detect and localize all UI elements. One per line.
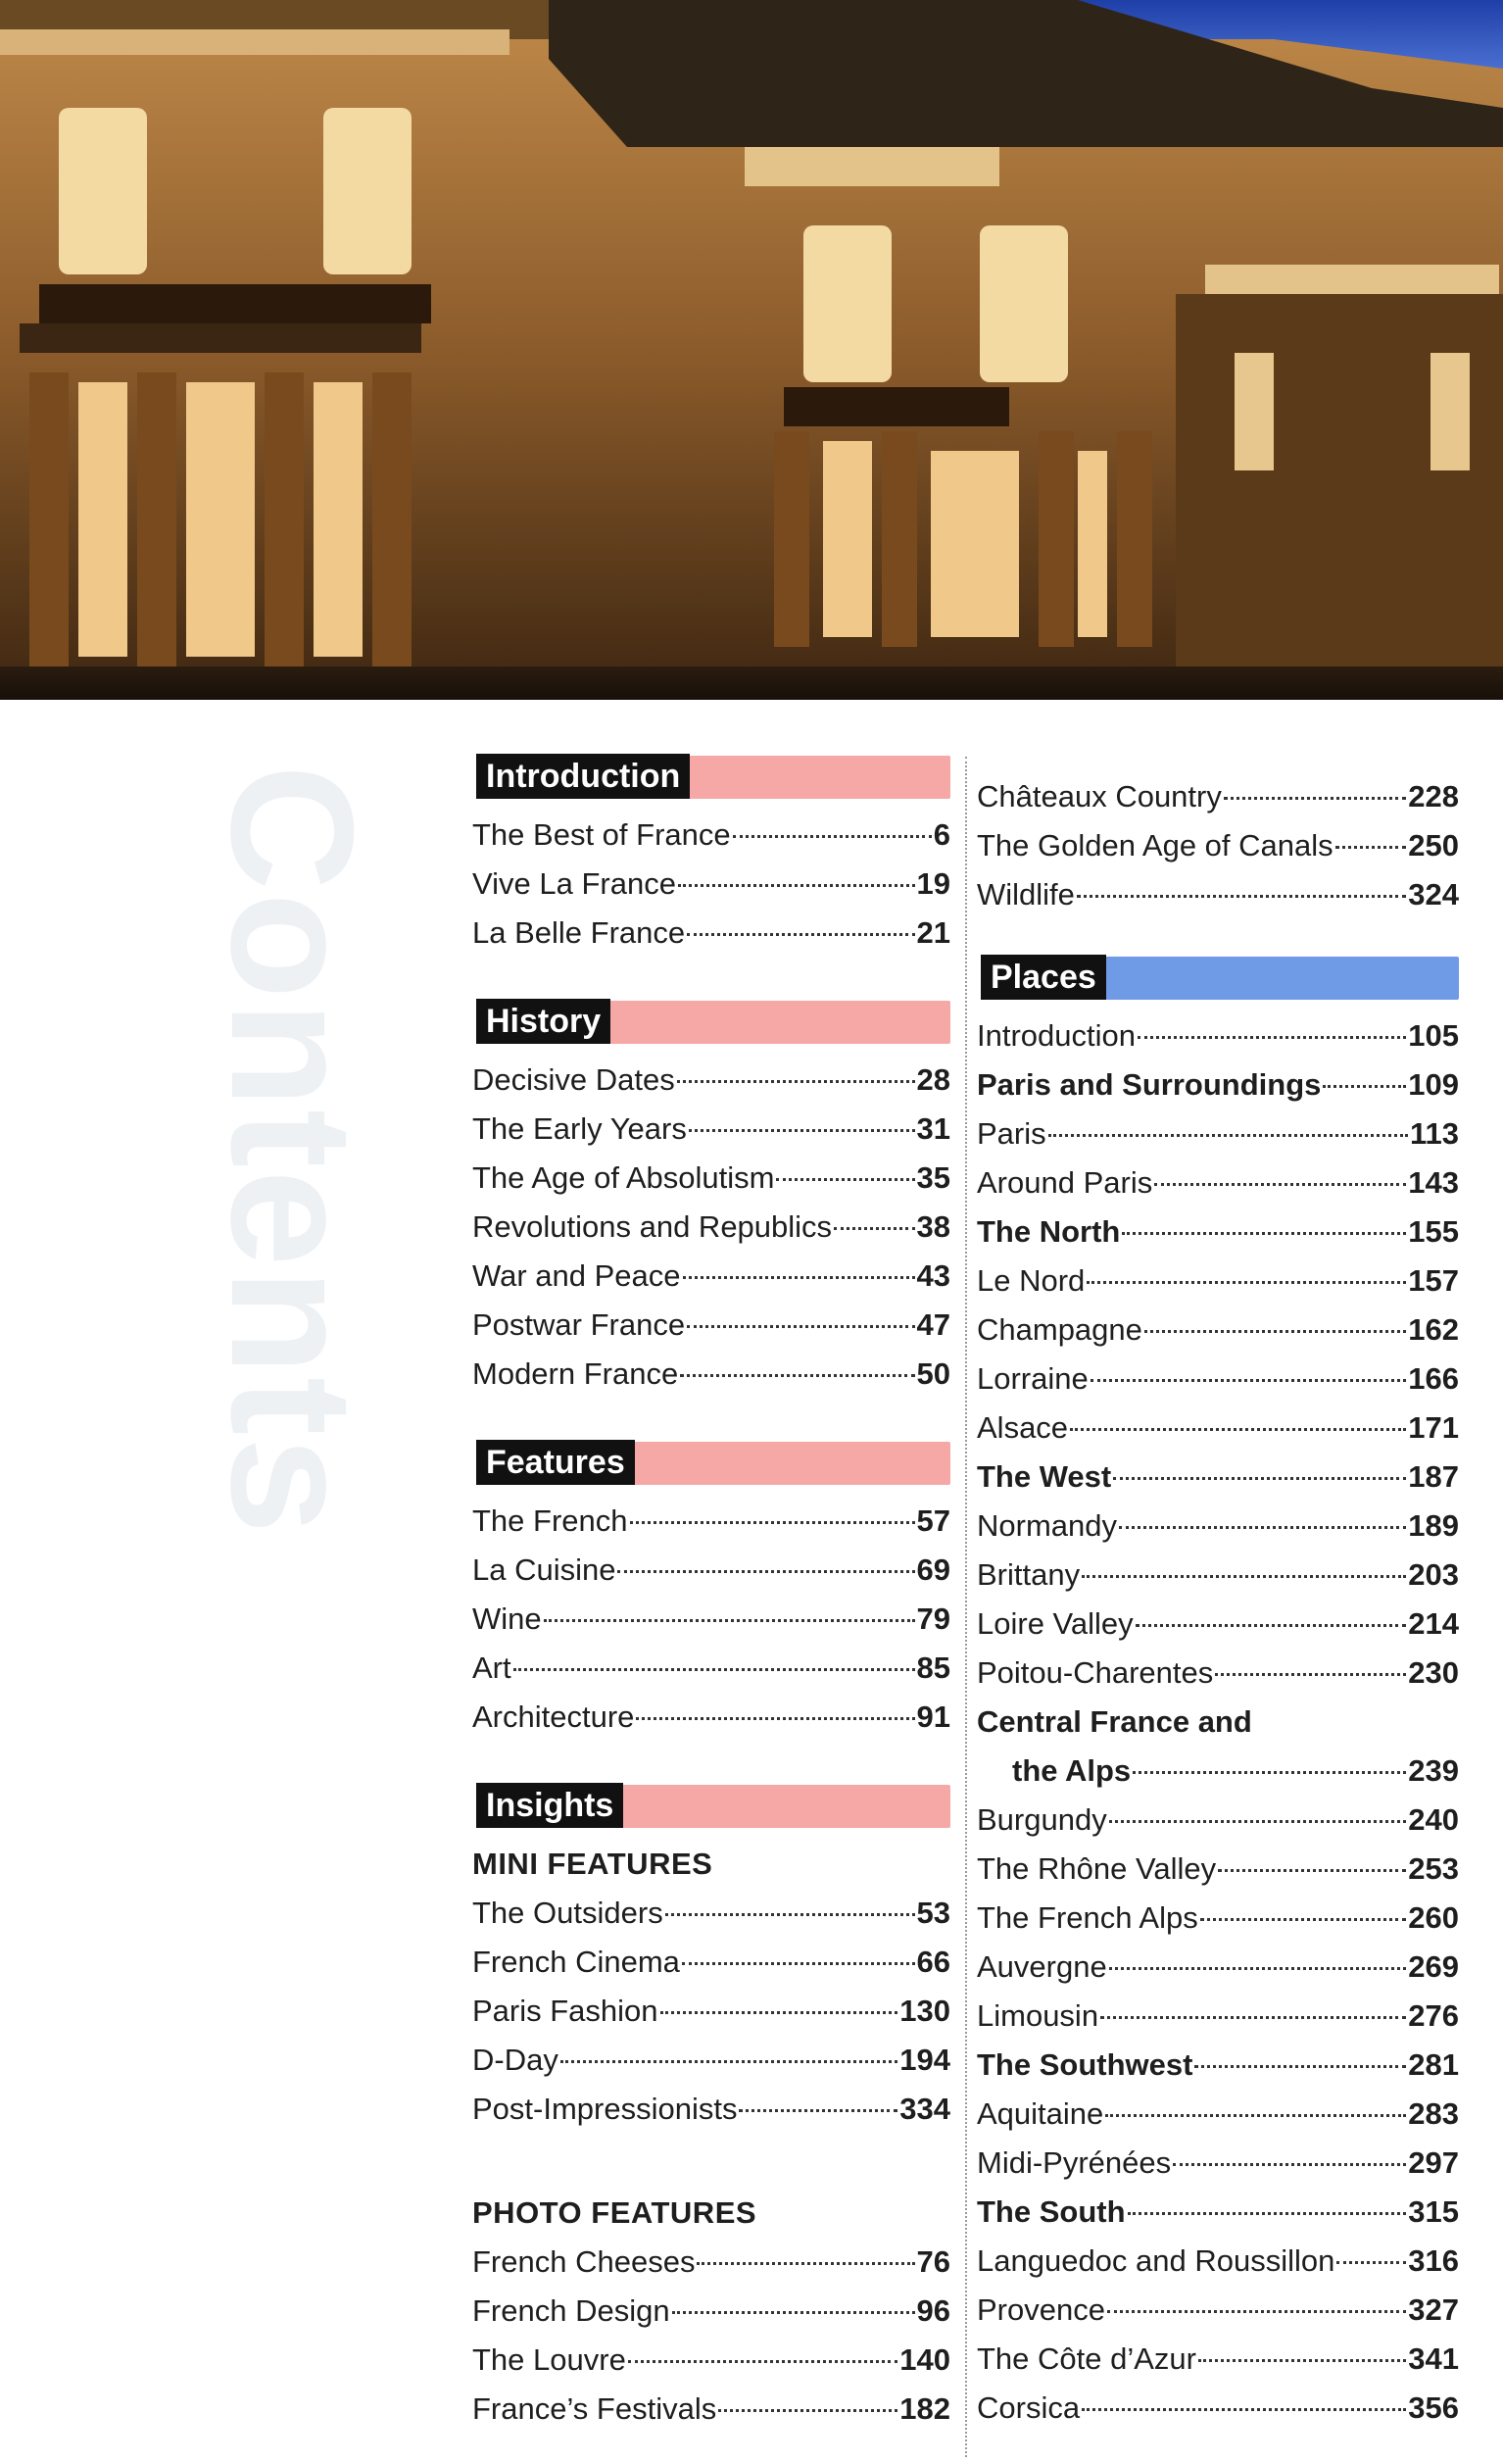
toc-entry[interactable] bbox=[472, 909, 950, 958]
toc-entry[interactable] bbox=[472, 1644, 950, 1693]
section-title: Places bbox=[981, 955, 1106, 1000]
entry-page: 253 bbox=[1408, 1851, 1459, 1886]
entry-title: Le Nord bbox=[977, 1263, 1086, 1298]
entry-title: La Belle France bbox=[472, 915, 686, 950]
leader-dots bbox=[617, 1570, 914, 1573]
entry-page: 130 bbox=[899, 1994, 950, 2028]
toc-entry[interactable] bbox=[977, 1355, 1459, 1404]
toc-entry[interactable] bbox=[472, 1546, 950, 1595]
entry-title: Normandy bbox=[977, 1508, 1117, 1543]
photo-features-list bbox=[472, 2238, 950, 2434]
leader-dots bbox=[682, 1962, 915, 1965]
leader-dots bbox=[1224, 797, 1406, 800]
entry-page: 66 bbox=[916, 1945, 950, 1979]
leader-dots bbox=[1087, 1281, 1406, 1284]
toc-entry-region[interactable] bbox=[977, 2188, 1459, 2237]
entry-title: The Outsiders bbox=[472, 1896, 663, 1930]
leader-dots bbox=[1122, 1232, 1406, 1235]
leader-dots bbox=[733, 835, 932, 838]
toc-entry[interactable] bbox=[472, 1987, 950, 2036]
history-list bbox=[472, 1056, 950, 1399]
entry-page: 281 bbox=[1408, 2047, 1459, 2082]
leader-dots bbox=[1173, 2163, 1406, 2166]
leader-dots bbox=[1109, 1820, 1407, 1823]
entry-title: French Cinema bbox=[472, 1945, 680, 1979]
toc-entry[interactable] bbox=[977, 821, 1459, 870]
entry-title: Burgundy bbox=[977, 1802, 1107, 1837]
toc-entry[interactable] bbox=[977, 870, 1459, 919]
leader-dots bbox=[1082, 2408, 1406, 2411]
left-column bbox=[472, 750, 950, 2434]
toc-entry[interactable] bbox=[977, 1551, 1459, 1600]
leader-dots bbox=[1194, 2065, 1406, 2068]
entry-page: 76 bbox=[916, 2244, 950, 2279]
toc-entry[interactable] bbox=[472, 1056, 950, 1105]
header-photo-palace bbox=[0, 0, 1503, 717]
toc-entry[interactable] bbox=[977, 2139, 1459, 2188]
entry-page: 6 bbox=[933, 817, 950, 852]
toc-entry[interactable] bbox=[472, 1350, 950, 1399]
entry-title: The Best of France bbox=[472, 817, 731, 852]
leader-dots bbox=[1336, 2261, 1406, 2264]
leader-dots bbox=[1215, 1673, 1406, 1676]
leader-dots bbox=[1107, 2310, 1406, 2313]
entry-title: Midi-Pyrénées bbox=[977, 2145, 1172, 2180]
toc-entry[interactable] bbox=[977, 1649, 1459, 1698]
leader-dots bbox=[630, 1521, 915, 1524]
entry-title: Wine bbox=[472, 1602, 542, 1636]
toc-entry[interactable] bbox=[472, 811, 950, 860]
toc-entry[interactable] bbox=[472, 1595, 950, 1644]
leader-dots bbox=[1133, 1771, 1406, 1774]
leader-dots bbox=[677, 1080, 915, 1083]
entry-page: 47 bbox=[916, 1307, 950, 1342]
toc-entry[interactable] bbox=[472, 1154, 950, 1203]
entry-page: 269 bbox=[1408, 1949, 1459, 1984]
section-history bbox=[472, 995, 950, 1044]
toc-entry[interactable] bbox=[977, 2237, 1459, 2286]
entry-page: 143 bbox=[1408, 1165, 1459, 1200]
leader-dots bbox=[689, 1129, 915, 1132]
leader-dots bbox=[683, 1276, 915, 1279]
entry-page: 194 bbox=[899, 2043, 950, 2077]
leader-dots bbox=[636, 1717, 914, 1720]
toc-entry[interactable] bbox=[977, 1943, 1459, 1992]
toc-entry-region-line1[interactable] bbox=[977, 1698, 1459, 1747]
leader-dots bbox=[687, 1325, 914, 1328]
entry-page: 240 bbox=[1408, 1802, 1459, 1837]
entry-page: 31 bbox=[916, 1111, 950, 1146]
section-title: Introduction bbox=[476, 754, 690, 799]
entry-title: Provence bbox=[977, 2292, 1105, 2327]
toc-entry[interactable] bbox=[977, 1845, 1459, 1894]
toc-entry-region[interactable] bbox=[977, 2041, 1459, 2090]
entry-title: The Rhône Valley bbox=[977, 1851, 1217, 1886]
toc-entry[interactable] bbox=[472, 1301, 950, 1350]
toc-entry[interactable] bbox=[977, 1306, 1459, 1355]
entry-page: 43 bbox=[916, 1258, 950, 1293]
entry-title: War and Peace bbox=[472, 1258, 681, 1293]
introduction-list bbox=[472, 811, 950, 958]
leader-dots bbox=[1100, 2016, 1406, 2019]
entry-page: 171 bbox=[1408, 1410, 1459, 1445]
entry-page: 327 bbox=[1408, 2292, 1459, 2327]
entry-title: Around Paris bbox=[977, 1165, 1153, 1200]
toc-entry[interactable] bbox=[472, 1938, 950, 1987]
toc-entry[interactable] bbox=[472, 1252, 950, 1301]
entry-page: 113 bbox=[1409, 1116, 1459, 1151]
entry-title: Limousin bbox=[977, 1998, 1099, 2033]
toc-entry[interactable] bbox=[977, 1502, 1459, 1551]
entry-page: 53 bbox=[916, 1896, 950, 1930]
toc-entry[interactable] bbox=[977, 1257, 1459, 1306]
entry-page: 96 bbox=[916, 2293, 950, 2328]
leader-dots bbox=[544, 1619, 915, 1622]
entry-page: 50 bbox=[916, 1356, 950, 1391]
entry-page: 105 bbox=[1408, 1018, 1459, 1053]
entry-title: Alsace bbox=[977, 1410, 1069, 1445]
section-title: Features bbox=[476, 1440, 635, 1485]
leader-dots bbox=[1138, 1036, 1406, 1039]
entry-title: The South bbox=[977, 2194, 1126, 2229]
toc-entry[interactable] bbox=[472, 1203, 950, 1252]
toc-entry[interactable] bbox=[977, 772, 1459, 821]
entry-page: 283 bbox=[1408, 2096, 1459, 2131]
section-places bbox=[977, 951, 1459, 1000]
entry-page: 79 bbox=[916, 1602, 950, 1636]
leader-dots bbox=[1048, 1134, 1408, 1137]
entry-title: Paris bbox=[977, 1116, 1046, 1151]
leader-dots bbox=[1109, 1967, 1407, 1970]
leader-dots bbox=[1198, 2359, 1406, 2362]
entry-page: 38 bbox=[916, 1209, 950, 1244]
entry-page: 230 bbox=[1408, 1655, 1459, 1690]
entry-page: 35 bbox=[916, 1160, 950, 1195]
features-continued-list bbox=[977, 772, 1459, 919]
entry-title: The Louvre bbox=[472, 2342, 626, 2377]
entry-title: Poitou-Charentes bbox=[977, 1655, 1214, 1690]
entry-title: The Côte d’Azur bbox=[977, 2341, 1196, 2376]
section-introduction bbox=[472, 750, 950, 799]
entry-title: The West bbox=[977, 1459, 1112, 1494]
entry-page: 239 bbox=[1408, 1753, 1459, 1788]
leader-dots bbox=[718, 2409, 897, 2412]
leader-dots bbox=[1154, 1183, 1406, 1186]
entry-page: 228 bbox=[1408, 779, 1459, 813]
entry-page: 203 bbox=[1408, 1557, 1459, 1592]
entry-title: Corsica bbox=[977, 2390, 1081, 2425]
entry-page: 324 bbox=[1408, 877, 1459, 912]
leader-dots bbox=[628, 2360, 897, 2363]
places-list bbox=[977, 1011, 1459, 2433]
entry-page: 69 bbox=[916, 1552, 950, 1587]
entry-title: Châteaux Country bbox=[977, 779, 1222, 813]
entry-page: 316 bbox=[1408, 2243, 1459, 2278]
entry-page: 19 bbox=[916, 866, 950, 901]
section-insights bbox=[472, 1779, 950, 1828]
features-list bbox=[472, 1497, 950, 1742]
leader-dots bbox=[1119, 1526, 1406, 1529]
photo-features-subhead: PHOTO FEATURES bbox=[472, 2195, 757, 2230]
entry-page: 315 bbox=[1408, 2194, 1459, 2229]
toc-entry[interactable] bbox=[472, 2238, 950, 2287]
leader-dots bbox=[1323, 1085, 1406, 1088]
leader-dots bbox=[687, 933, 914, 936]
leader-dots bbox=[1136, 1624, 1407, 1627]
entry-title: The French bbox=[472, 1503, 628, 1538]
toc-entry[interactable] bbox=[977, 1011, 1459, 1060]
leader-dots bbox=[678, 884, 915, 887]
right-column bbox=[977, 772, 1459, 2433]
entry-title: The Age of Absolutism bbox=[472, 1160, 775, 1195]
entry-page: 155 bbox=[1408, 1214, 1459, 1249]
toc-entry[interactable] bbox=[977, 2384, 1459, 2433]
toc-entry[interactable] bbox=[977, 1404, 1459, 1453]
entry-page: 214 bbox=[1408, 1606, 1459, 1641]
toc-entry[interactable] bbox=[472, 2287, 950, 2336]
entry-title: Wildlife bbox=[977, 877, 1075, 912]
entry-title: Brittany bbox=[977, 1557, 1081, 1592]
leader-dots bbox=[1218, 1869, 1406, 1872]
entry-title: The Southwest bbox=[977, 2047, 1193, 2082]
leader-dots bbox=[1082, 1575, 1406, 1578]
toc-entry[interactable] bbox=[472, 2385, 950, 2434]
toc-entry-region[interactable] bbox=[977, 1453, 1459, 1502]
entry-page: 57 bbox=[916, 1503, 950, 1538]
entry-page: 334 bbox=[899, 2092, 950, 2126]
section-features bbox=[472, 1436, 950, 1485]
contents-vertical-title: Contents bbox=[195, 764, 390, 1537]
toc-entry[interactable] bbox=[472, 1105, 950, 1154]
entry-page: 85 bbox=[916, 1651, 950, 1685]
entry-title: The Early Years bbox=[472, 1111, 687, 1146]
entry-page: 276 bbox=[1408, 1998, 1459, 2033]
entry-page: 250 bbox=[1408, 828, 1459, 862]
entry-title: Architecture bbox=[472, 1700, 635, 1734]
leader-dots bbox=[1113, 1477, 1406, 1480]
entry-title: Central France and bbox=[977, 1704, 1252, 1739]
leader-dots bbox=[1144, 1330, 1406, 1333]
entry-title: Introduction bbox=[977, 1018, 1136, 1053]
entry-title: French Design bbox=[472, 2293, 670, 2328]
leader-dots bbox=[1200, 1918, 1407, 1921]
toc-entry[interactable] bbox=[977, 2090, 1459, 2139]
toc-entry[interactable] bbox=[472, 860, 950, 909]
section-title: History bbox=[476, 999, 610, 1044]
leader-dots bbox=[776, 1178, 914, 1181]
leader-dots bbox=[1077, 895, 1406, 898]
entry-title: Postwar France bbox=[472, 1307, 686, 1342]
toc-entry-region[interactable] bbox=[977, 1207, 1459, 1257]
entry-page: 91 bbox=[916, 1700, 950, 1734]
leader-dots bbox=[1091, 1379, 1407, 1382]
toc-entry[interactable] bbox=[977, 1109, 1459, 1158]
leader-dots bbox=[660, 2011, 898, 2014]
toc-entry-region[interactable] bbox=[977, 1747, 1459, 1796]
entry-page: 166 bbox=[1408, 1361, 1459, 1396]
entry-page: 356 bbox=[1408, 2390, 1459, 2425]
leader-dots bbox=[1128, 2212, 1407, 2215]
entry-page: 28 bbox=[916, 1062, 950, 1097]
entry-page: 341 bbox=[1408, 2341, 1459, 2376]
toc-entry[interactable] bbox=[977, 1796, 1459, 1845]
entry-title: The Golden Age of Canals bbox=[977, 828, 1333, 862]
entry-page: 157 bbox=[1408, 1263, 1459, 1298]
mini-features-subhead: MINI FEATURES bbox=[472, 1847, 713, 1881]
toc-entry[interactable] bbox=[472, 2036, 950, 2085]
toc-entry[interactable] bbox=[977, 1600, 1459, 1649]
leader-dots bbox=[665, 1913, 915, 1916]
entry-title: The North bbox=[977, 1214, 1121, 1249]
leader-dots bbox=[560, 2060, 897, 2063]
entry-title: Auvergne bbox=[977, 1949, 1107, 1984]
entry-title: D-Day bbox=[472, 2043, 558, 2077]
entry-title: Art bbox=[472, 1651, 511, 1685]
entry-title: Revolutions and Republics bbox=[472, 1209, 833, 1244]
leader-dots bbox=[739, 2109, 897, 2112]
entry-title: Champagne bbox=[977, 1312, 1142, 1347]
toc-entry-region[interactable] bbox=[977, 1060, 1459, 1109]
entry-page: 162 bbox=[1408, 1312, 1459, 1347]
entry-title: Post-Impressionists bbox=[472, 2092, 738, 2126]
palace-illustration bbox=[0, 0, 1503, 717]
entry-page: 187 bbox=[1408, 1459, 1459, 1494]
entry-title: Decisive Dates bbox=[472, 1062, 675, 1097]
entry-title: La Cuisine bbox=[472, 1552, 616, 1587]
entry-title: Modern France bbox=[472, 1356, 679, 1391]
toc-entry[interactable] bbox=[472, 2336, 950, 2385]
column-divider bbox=[965, 757, 967, 2457]
entry-title: Loire Valley bbox=[977, 1606, 1134, 1641]
entry-title: Vive La France bbox=[472, 866, 676, 901]
entry-title: France’s Festivals bbox=[472, 2391, 717, 2426]
toc-entry[interactable] bbox=[977, 2286, 1459, 2335]
leader-dots bbox=[697, 2262, 914, 2265]
leader-dots bbox=[672, 2311, 915, 2314]
leader-dots bbox=[1070, 1428, 1406, 1431]
entry-title: Paris Fashion bbox=[472, 1994, 658, 2028]
entry-title: Lorraine bbox=[977, 1361, 1089, 1396]
entry-page: 21 bbox=[916, 915, 950, 950]
entry-page: 109 bbox=[1408, 1067, 1459, 1102]
leader-dots bbox=[680, 1374, 914, 1377]
entry-page: 297 bbox=[1408, 2145, 1459, 2180]
entry-title: French Cheeses bbox=[472, 2244, 696, 2279]
leader-dots bbox=[1105, 2114, 1406, 2117]
entry-title: Paris and Surroundings bbox=[977, 1067, 1322, 1102]
entry-title: The French Alps bbox=[977, 1900, 1198, 1935]
leader-dots bbox=[513, 1668, 915, 1671]
entry-title: the Alps bbox=[1012, 1753, 1132, 1788]
toc-entry[interactable] bbox=[977, 2335, 1459, 2384]
entry-page: 189 bbox=[1408, 1508, 1459, 1543]
mini-features-list bbox=[472, 1889, 950, 2134]
entry-title: Aquitaine bbox=[977, 2096, 1104, 2131]
toc-entry[interactable] bbox=[472, 1497, 950, 1546]
toc-entry[interactable] bbox=[977, 1158, 1459, 1207]
entry-page: 140 bbox=[899, 2342, 950, 2377]
entry-page: 182 bbox=[899, 2391, 950, 2426]
entry-title: Languedoc and Roussillon bbox=[977, 2243, 1335, 2278]
leader-dots bbox=[1335, 846, 1407, 849]
toc-entry[interactable] bbox=[472, 2085, 950, 2134]
toc-entry[interactable] bbox=[472, 1693, 950, 1742]
entry-page: 260 bbox=[1408, 1900, 1459, 1935]
toc-entry[interactable] bbox=[472, 1889, 950, 1938]
toc-entry[interactable] bbox=[977, 1992, 1459, 2041]
section-title: Insights bbox=[476, 1783, 623, 1828]
toc-entry[interactable] bbox=[977, 1894, 1459, 1943]
leader-dots bbox=[834, 1227, 914, 1230]
